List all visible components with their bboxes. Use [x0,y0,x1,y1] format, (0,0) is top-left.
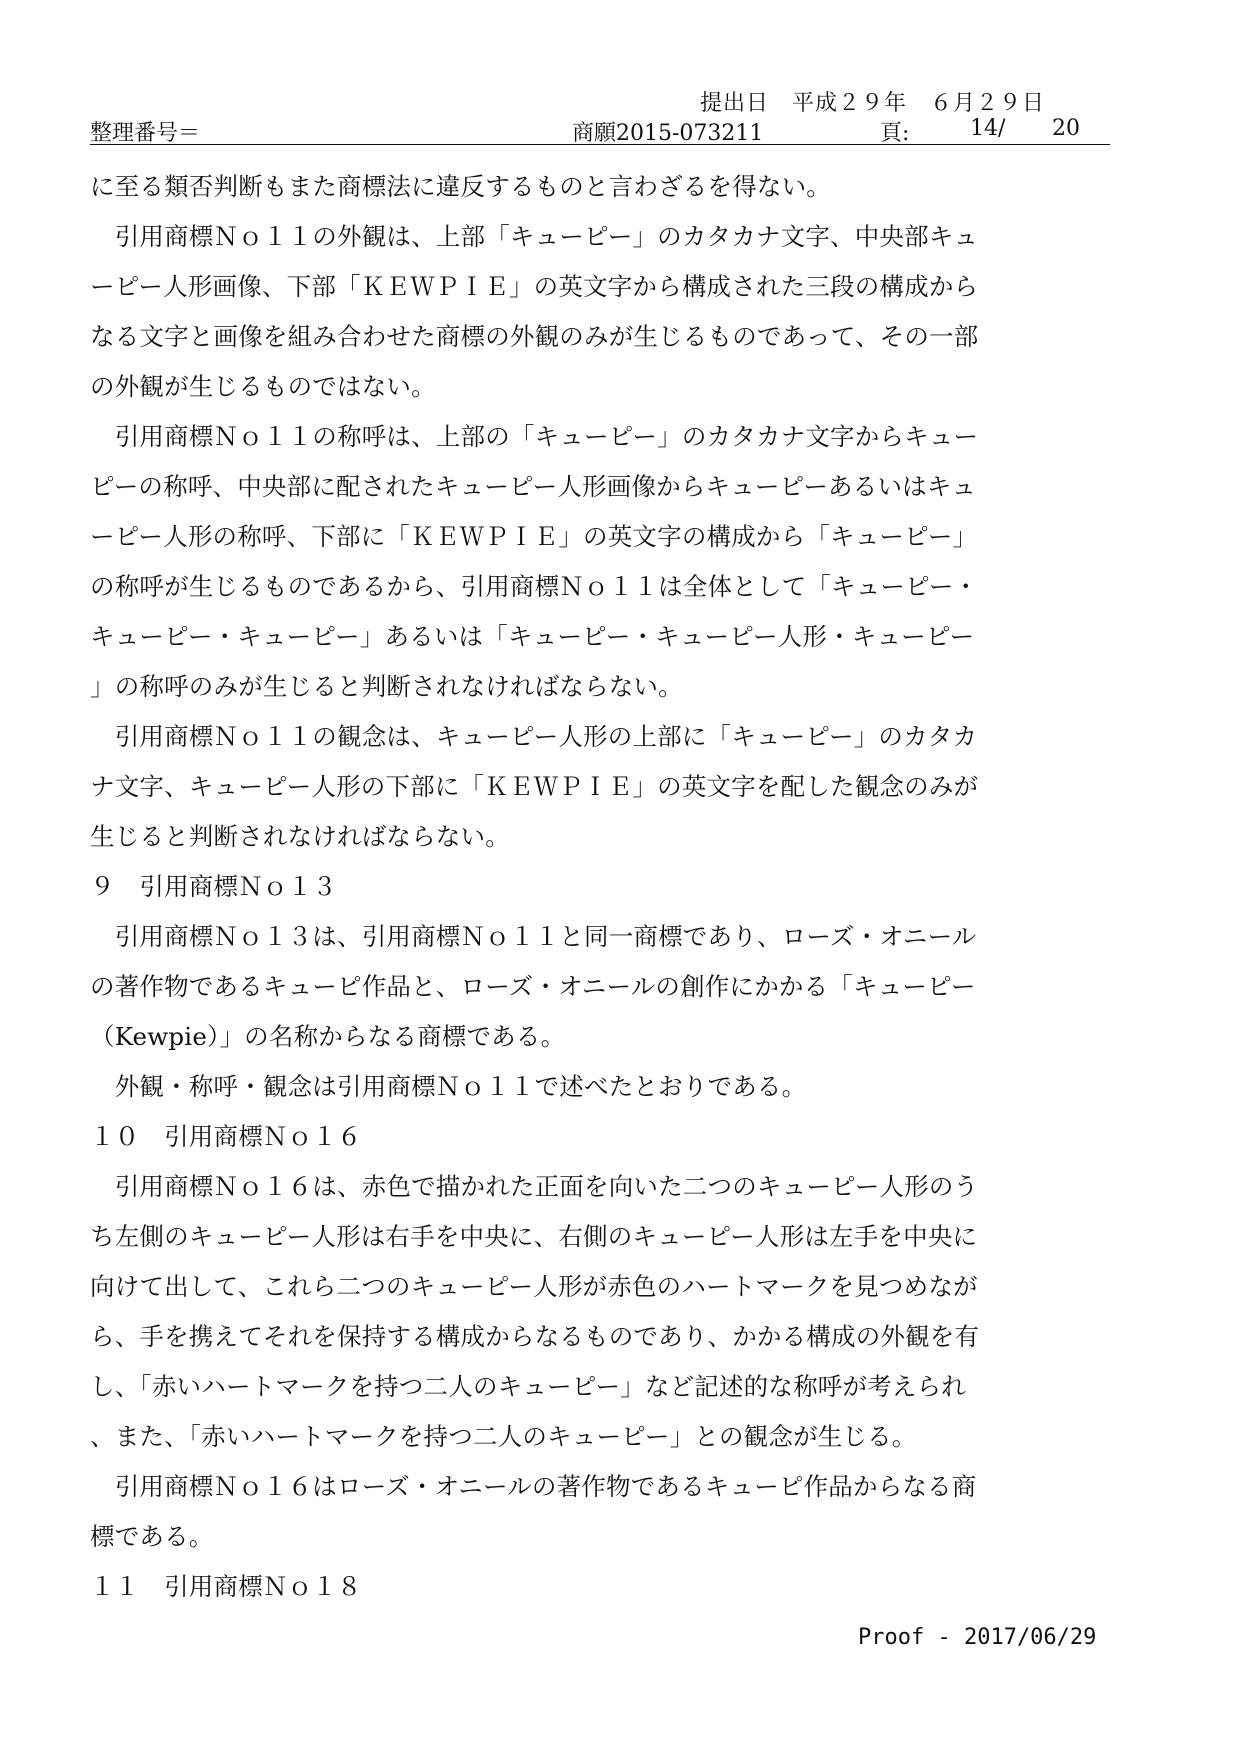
page-label: 頁: [880,121,910,146]
text-line: 」の称呼のみが生じると判断されなければならない。 [90,672,683,701]
text-line: ち左側のキューピー人形は右手を中央に、右側のキューピー人形は左手を中央に [90,1222,978,1251]
text-line: ピーの称呼、中央部に配されたキューピー人形画像からキューピーあるいはキュ [90,472,977,501]
text-line: ナ文字、キューピー人形の下部に「ＫＥＷＰＩＥ」の英文字を配した観念のみが [90,772,979,801]
seiri-bango-label: 整理番号＝ [90,121,201,146]
section-heading: ９ 引用商標Ｎｏ１３ [90,872,337,901]
header-bar [90,116,1110,145]
text-line: の称呼が生じるものであるから、引用商標Ｎｏ１１は全体として「キューピー・ [90,572,979,601]
text-line: 引用商標Ｎｏ１１の外観は、上部「キューピー」のカタカナ文字、中央部キュ [90,222,979,251]
text-line: 引用商標Ｎｏ１３は、引用商標Ｎｏ１１と同一商標であり、ローズ・オニール [90,922,977,951]
text-line: 、また、「赤いハートマークを持つ二人のキューピー」との観念が生じる。 [90,1422,917,1451]
text-line: ーピー人形画像、下部「ＫＥＷＰＩＥ」の英文字から構成された三段の構成から [90,272,979,301]
body-text [90,162,1020,1612]
text-line: 標である。 [90,1522,214,1551]
text-line: 外観・称呼・観念は引用商標Ｎｏ１１で述べたとおりである。 [90,1072,807,1101]
text-line: 引用商標Ｎｏ１１の観念は、キューピー人形の上部に「キューピー」のカタカ [90,722,978,751]
text-line: 生じると判断されなければならない。 [90,822,510,851]
text-line: （Kewpie）」の名称からなる商標である。 [90,1022,566,1051]
text-line: キューピー・キューピー」あるいは「キューピー・キューピー人形・キューピー [90,622,975,651]
text-line: 向けて出して、これら二つのキューピー人形が赤色のハートマークを見つめなが [90,1272,978,1301]
page-total: 20 [1052,116,1080,141]
text-line: し、「赤いハートマークを持つ二人のキューピー」など記述的な称呼が考えられ [90,1372,966,1401]
text-line: の外観が生じるものではない。 [90,372,436,401]
text-line: 引用商標Ｎｏ１１の称呼は、上部の「キューピー」のカタカナ文字からキュー [90,422,979,451]
text-line: に至る類否判断もまた商標法に違反するものと言わざるを得ない。 [90,172,831,201]
text-line: の著作物であるキューピ作品と、ローズ・オニールの創作にかかる「キューピー [90,972,976,1001]
page-current: 14/ [970,116,1006,141]
section-heading: １０ 引用商標Ｎｏ１６ [90,1122,362,1151]
text-line: ーピー人形の称呼、下部に「ＫＥＷＰＩＥ」の英文字の構成から「キューピー」 [90,522,978,551]
application-number: 商願2015-073211 [572,121,764,146]
proof-footer: Proof - 2017/06/29 [858,1625,1097,1650]
text-line: 引用商標Ｎｏ１６はローズ・オニールの著作物であるキューピ作品からなる商 [90,1472,977,1501]
submission-date: 提出日 平成２９年 ６月２９日 [700,91,1046,116]
section-heading: １１ 引用商標Ｎｏ１８ [90,1572,362,1601]
text-line: ら、手を携えてそれを保持する構成からなるものであり、かかる構成の外観を有 [90,1322,980,1351]
text-line: 引用商標Ｎｏ１６は、赤色で描かれた正面を向いた二つのキューピー人形のう [90,1172,979,1201]
text-line: なる文字と画像を組み合わせた商標の外観のみが生じるものであって、その一部 [90,322,979,351]
